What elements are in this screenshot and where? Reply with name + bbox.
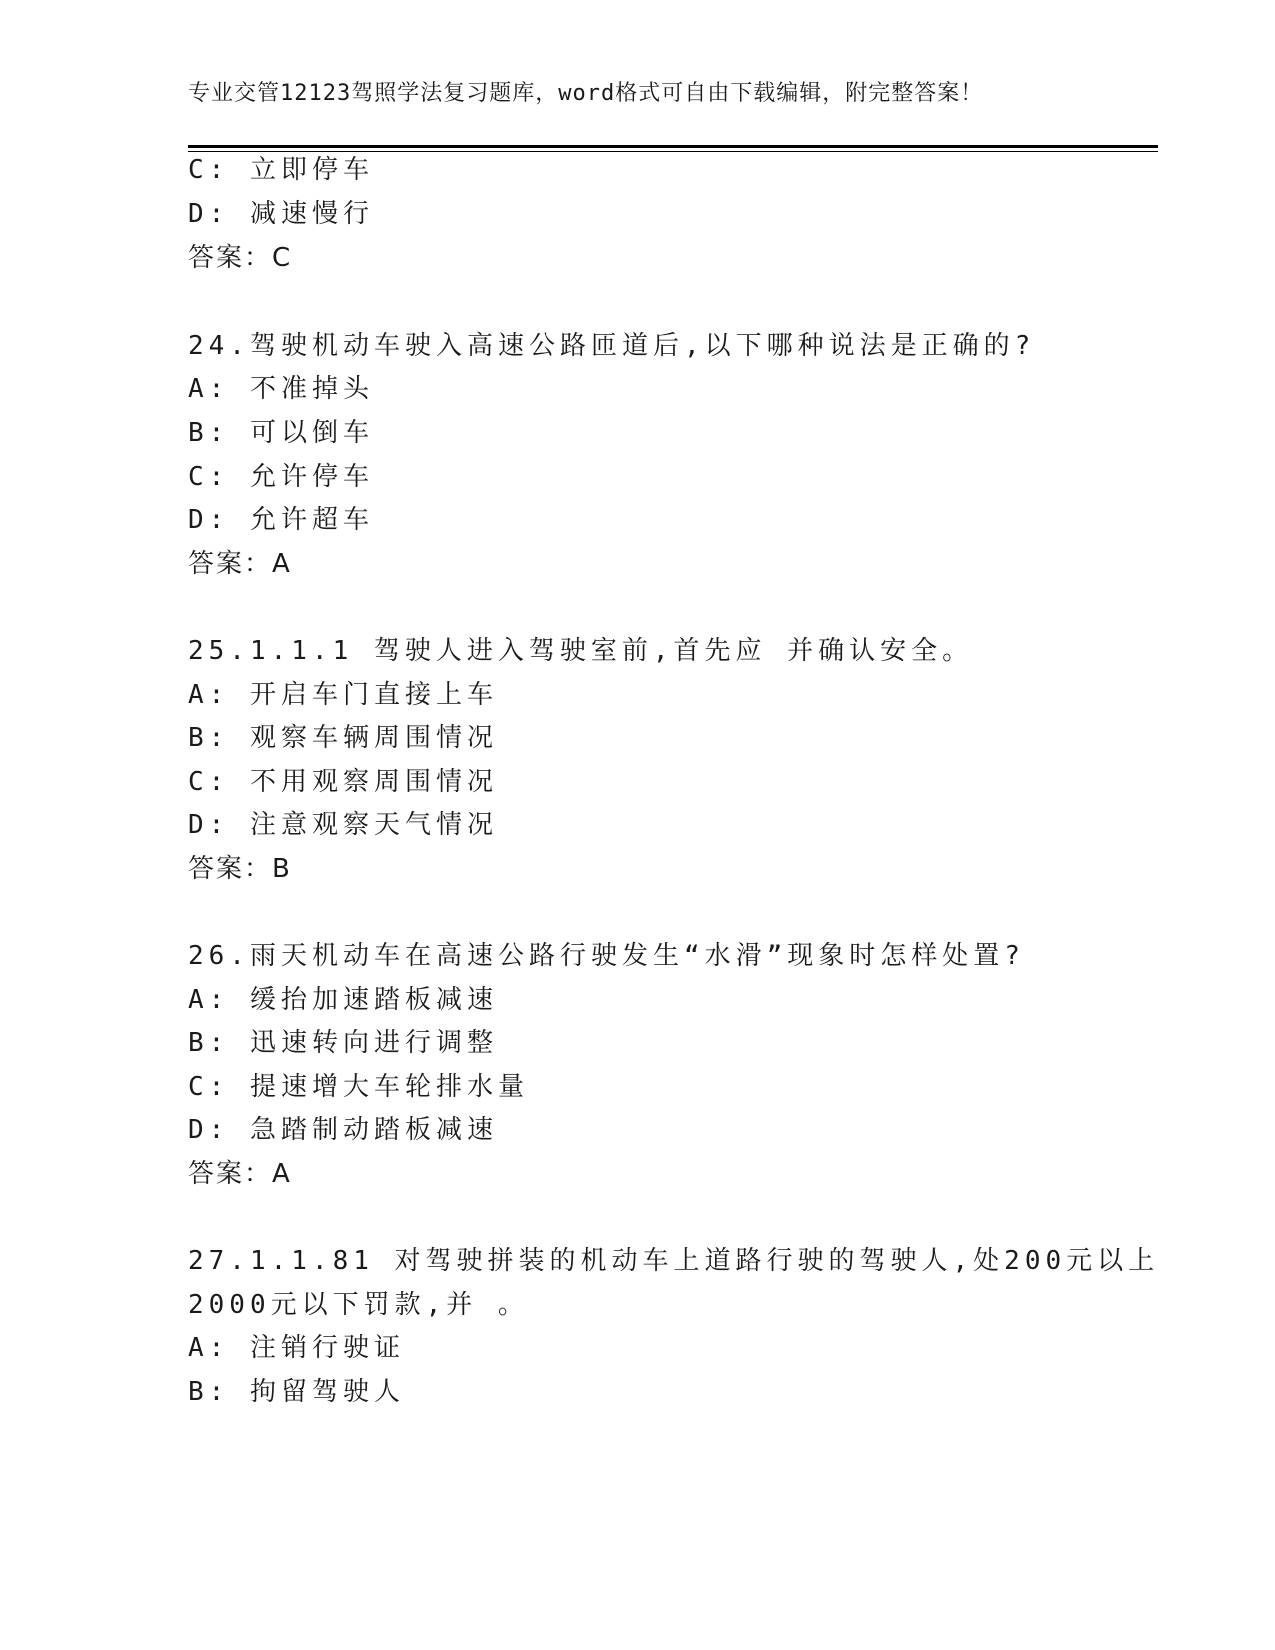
option-b: B: 可以倒车 bbox=[188, 418, 374, 448]
header-title: 专业交管12123驾照学法复习题库，word格式可自由下载编辑，附完整答案！ bbox=[188, 81, 984, 106]
option-c: C: 立即停车 bbox=[188, 155, 374, 185]
option-c: C: 提速增大车轮排水量 bbox=[188, 1072, 529, 1102]
question-stem-line-2: 2000元以下罚款,并 。 bbox=[188, 1290, 529, 1320]
answer-line: 答案：C bbox=[188, 243, 293, 273]
option-b: B: 拘留驾驶人 bbox=[188, 1377, 405, 1407]
question-stem: 24.驾驶机动车驶入高速公路匝道后,以下哪种说法是正确的? bbox=[188, 331, 1036, 361]
question-stem: 26.雨天机动车在高速公路行驶发生“水滑”现象时怎样处置? bbox=[188, 941, 1025, 971]
option-c: C: 允许停车 bbox=[188, 462, 374, 492]
option-c: C: 不用观察周围情况 bbox=[188, 767, 498, 797]
option-a: A: 不准掉头 bbox=[188, 374, 374, 404]
option-b: B: 迅速转向进行调整 bbox=[188, 1028, 498, 1058]
header-divider-thin bbox=[188, 151, 1158, 152]
header-divider-thick bbox=[188, 145, 1158, 148]
question-stem: 25.1.1.1 驾驶人进入驾驶室前,首先应 并确认安全。 bbox=[188, 636, 974, 666]
option-d: D: 减速慢行 bbox=[188, 199, 374, 229]
option-d: D: 注意观察天气情况 bbox=[188, 810, 498, 840]
option-a: A: 开启车门直接上车 bbox=[188, 680, 498, 710]
answer-line: 答案：B bbox=[188, 854, 292, 884]
option-b: B: 观察车辆周围情况 bbox=[188, 723, 498, 753]
option-d: D: 允许超车 bbox=[188, 505, 374, 535]
question-stem-line-1: 27.1.1.81 对驾驶拼装的机动车上道路行驶的驾驶人,处200元以上 bbox=[188, 1246, 1160, 1276]
option-a: A: 缓抬加速踏板减速 bbox=[188, 985, 498, 1015]
option-d: D: 急踏制动踏板减速 bbox=[188, 1115, 498, 1145]
answer-line: 答案：A bbox=[188, 549, 292, 579]
option-a: A: 注销行驶证 bbox=[188, 1333, 405, 1363]
answer-line: 答案：A bbox=[188, 1159, 292, 1189]
